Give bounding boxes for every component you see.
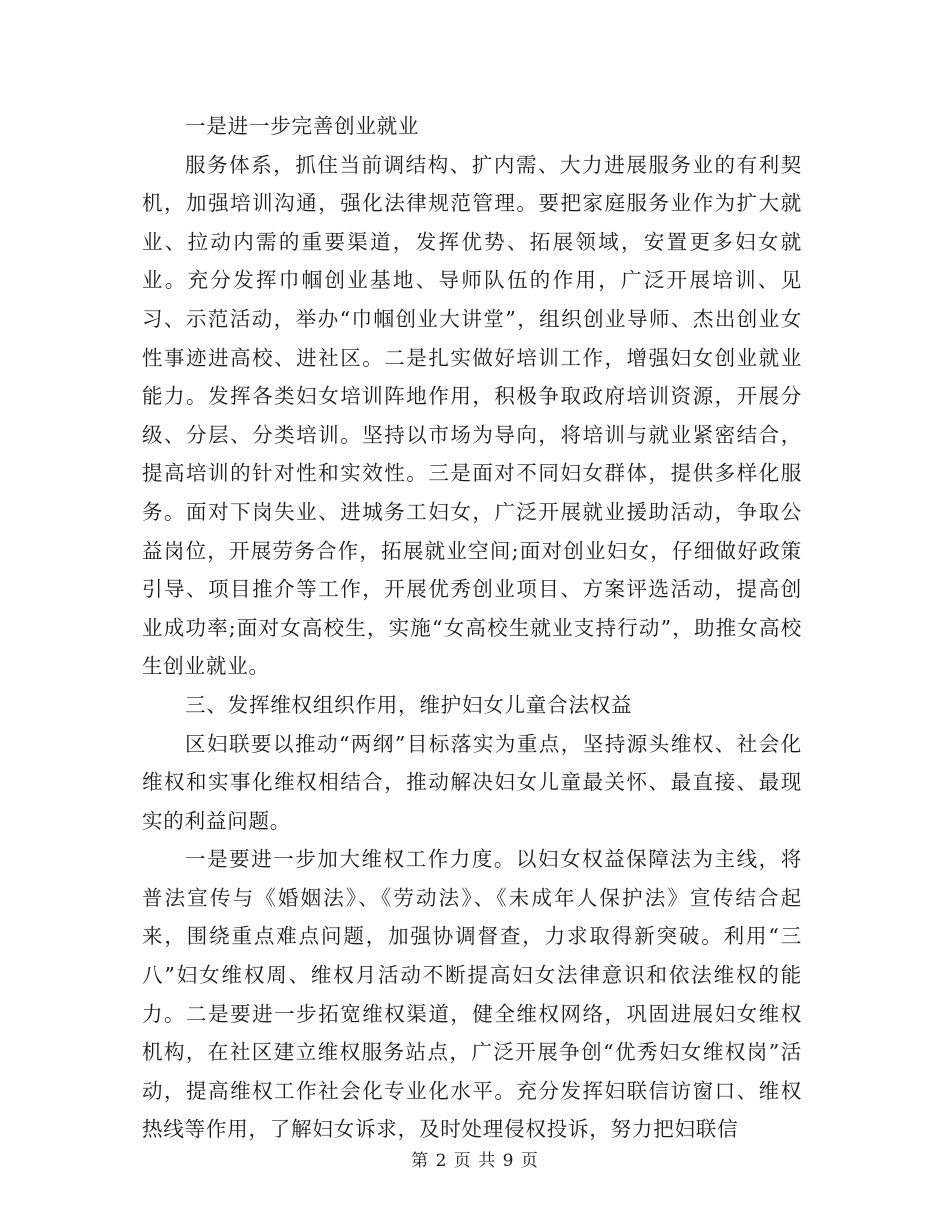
paragraph-service-system: 服务体系，抓住当前调结构、扩内需、大力进展服务业的有利契机，加强培训沟通，强化法律规范管理。要把家庭服务业作为扩大就业、拉动内需的重要渠道，发挥优势、拓展领域，安置更多妇女就业。充分发挥巾帼创业基地、导师队伍的作用，广泛开展培训、见习、示范活动，举办“巾帼创业大讲堂”，组织创业导师、杰出创业女性事迹进高校、进社区。二是扎实做好培训工作，增强妇女创业就业能力。发挥各类妇女培训阵地作用，积极争取政府培训资源，开展分级、分层、分类培训。坚持以市场为导向，将培训与就业紧密结合，提高培训的针对性和实效性。三是面对不同妇女群体，提供多样化服务。面对下岗失业、进城务工妇女，广泛开展就业援助活动，争取公益岗位，开展劳务合作，拓展就业空间;面对创业妇女，仔细做好政策引导、项目推介等工作，开展优秀创业项目、方案评选活动，提高创业成功率;面对女高校生，实施“女高校生就业支持行动”，助推女高校生创业就业。 bbox=[142, 152, 802, 679]
paragraph-heading-1: 一是进一步完善创业就业 bbox=[185, 114, 420, 138]
page-number-footer: 第 2 页 共 9 页 bbox=[411, 1151, 539, 1171]
paragraph-two-outlines: 区妇联要以推动“两纲”目标落实为重点，坚持源头维权、社会化维权和实事化维权相结合，推动解决妇女儿童最关怀、最直接、最现实的利益问题。 bbox=[142, 731, 802, 833]
document-body bbox=[142, 107, 802, 1149]
paragraph-section-three-heading: 三、发挥维权组织作用，维护妇女儿童合法权益 bbox=[185, 692, 633, 717]
paragraph-rights-work: 一是要进一步加大维权工作力度。以妇女权益保障法为主线，将普法宣传与《婚姻法》、《劳动法》、《未成年人保护法》宣传结合起来，围绕重点难点问题，加强协调督查，力求取得新突破。利用“三八”妇女维权周、维权月活动不断提高妇女法律意识和依法维权的能力。二是要进一步拓宽维权渠道，健全维权网络，巩固进展妇女维权机构，在社区建立维权服务站点，广泛开展争创“优秀妇女维权岗”活动，提高维权工作社会化专业化水平。充分发挥妇联信访窗口、维权热线等作用，了解妇女诉求，及时处理侵权投诉，努力把妇联信 bbox=[142, 847, 802, 1142]
